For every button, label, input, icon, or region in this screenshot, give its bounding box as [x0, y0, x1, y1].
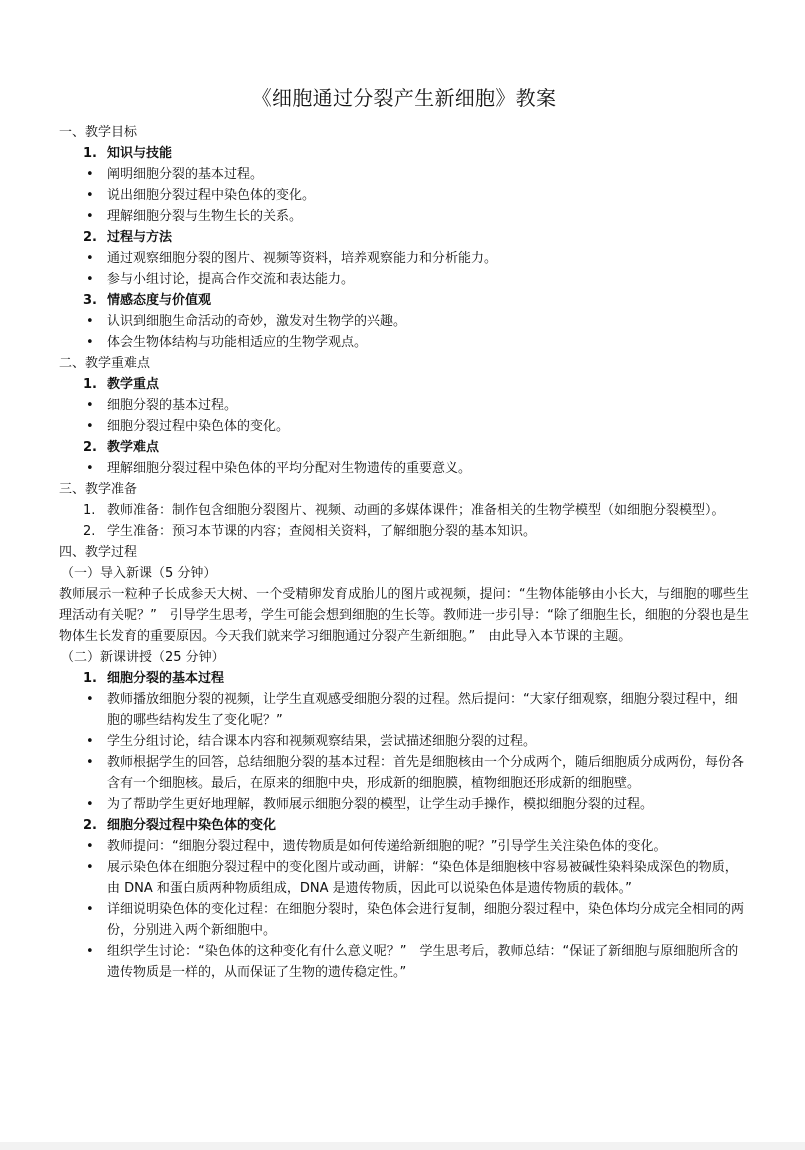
list-item-text: 说出细胞分裂过程中染色体的变化。	[107, 188, 316, 203]
section-heading: 一、教学目标	[59, 125, 138, 140]
list-item	[59, 164, 749, 185]
bullet-icon: •	[86, 734, 94, 749]
list-item-text: 理解细胞分裂过程中染色体的平均分配对生物遗传的重要意义。	[107, 461, 472, 476]
bullet-icon: •	[86, 398, 94, 413]
bullet-icon: •	[86, 797, 94, 812]
list-item-text: 学生分组讨论，结合课本内容和视频观察结果，尝试描述细胞分裂的过程。	[107, 734, 537, 749]
numbered-heading-label: 细胞分裂的基本过程	[107, 671, 225, 686]
list-item-text: 组织学生讨论：“染色体的这种变化有什么意义呢？” 学生思考后，教师总结：“保证了新细胞与原细胞所含的遗传物质是一样的，从而保证了生物的遗传稳定性。”	[107, 944, 739, 980]
bullet-icon: •	[86, 944, 94, 959]
bullet-icon: •	[86, 902, 94, 917]
list-item	[59, 836, 749, 857]
bullet-icon: •	[86, 188, 94, 203]
section-heading: 二、教学重难点	[59, 356, 151, 371]
bullet-icon: •	[86, 755, 94, 770]
list-number: 1.	[83, 377, 97, 392]
list-number: 1.	[83, 146, 97, 161]
numbered-heading	[59, 143, 749, 164]
list-item	[59, 521, 749, 542]
list-item-text: 理解细胞分裂与生物生长的关系。	[107, 209, 303, 224]
bullet-icon: •	[86, 314, 94, 329]
numbered-heading	[59, 374, 749, 395]
list-item	[59, 206, 749, 227]
list-item	[59, 458, 749, 479]
list-item	[59, 185, 749, 206]
list-item	[59, 752, 749, 794]
list-item	[59, 311, 749, 332]
list-item-text: 认识到细胞生命活动的奇妙，激发对生物学的兴趣。	[107, 314, 407, 329]
numbered-heading	[59, 668, 749, 689]
bullet-icon: •	[86, 209, 94, 224]
list-item	[59, 689, 749, 731]
bullet-icon: •	[86, 251, 94, 266]
list-item-text: 通过观察细胞分裂的图片、视频等资料，培养观察能力和分析能力。	[107, 251, 498, 266]
section-heading: 三、教学准备	[59, 482, 138, 497]
list-item-text: 细胞分裂的基本过程。	[107, 398, 238, 413]
numbered-heading	[59, 437, 749, 458]
bullet-icon: •	[86, 419, 94, 434]
list-item-text: 体会生物体结构与功能相适应的生物学观点。	[107, 335, 368, 350]
numbered-heading	[59, 227, 749, 248]
paragraph: 教师展示一粒种子长成参天大树、一个受精卵发育成胎儿的图片或视频，提问：“生物体能够由小长大，与细胞的哪些生理活动有关呢？” 引导学生思考，学生可能会想到细胞的生长等。教师进一步引导：“除了细胞生长，细胞的分裂也是生物体生长发育的重要原因。今天我们就来学习细胞通过分裂产生新细胞。” 由此导入本节课的主题。	[59, 587, 749, 644]
list-item	[59, 794, 749, 815]
list-item	[59, 941, 749, 983]
list-item	[59, 395, 749, 416]
subsection-heading: （一）导入新课（5 分钟）	[61, 566, 217, 581]
numbered-heading-label: 过程与方法	[107, 230, 173, 245]
list-item-text: 教师提问：“细胞分裂过程中，遗传物质是如何传递给新细胞的呢？”引导学生关注染色体的变化。	[107, 839, 667, 854]
list-number: 3.	[83, 293, 97, 308]
document-content	[59, 84, 749, 983]
list-number: 2.	[83, 440, 97, 455]
page-bottom-edge	[0, 1142, 805, 1150]
list-item-text: 教师播放细胞分裂的视频，让学生直观感受细胞分裂的过程。然后提问：“大家仔细观察，细胞分裂过程中，细胞的哪些结构发生了变化呢？”	[107, 692, 738, 728]
section-teaching-objectives	[59, 122, 749, 353]
list-item	[59, 416, 749, 437]
list-item-text: 教师准备：制作包含细胞分裂图片、视频、动画的多媒体课件；准备相关的生物学模型（如细胞分裂模型）。	[107, 503, 725, 518]
numbered-heading-label: 知识与技能	[107, 146, 173, 161]
list-item-text: 展示染色体在细胞分裂过程中的变化图片或动画，讲解：“染色体是细胞核中容易被碱性染料染成深色的物质，由 DNA 和蛋白质两种物质组成，DNA 是遗传物质，因此可以说染色体是遗传物质的载体。”	[107, 860, 738, 896]
section-heading: 四、教学过程	[59, 545, 138, 560]
subsection-heading: （二）新课讲授（25 分钟）	[61, 650, 225, 665]
list-item	[59, 248, 749, 269]
bullet-icon: •	[86, 839, 94, 854]
numbered-heading-label: 细胞分裂过程中染色体的变化	[107, 818, 277, 833]
numbered-heading-label: 教学重点	[107, 377, 160, 392]
bullet-icon: •	[86, 692, 94, 707]
list-item	[59, 332, 749, 353]
list-item-text: 教师根据学生的回答，总结细胞分裂的基本过程：首先是细胞核由一个分成两个，随后细胞质分成两份，每份各含有一个细胞核。最后，在原来的细胞中央，形成新的细胞膜，植物细胞还形成新的细胞壁。	[107, 755, 745, 791]
list-number: 2.	[83, 818, 97, 833]
list-item-text: 阐明细胞分裂的基本过程。	[107, 167, 264, 182]
list-item-text: 细胞分裂过程中染色体的变化。	[107, 419, 290, 434]
document-title: 《细胞通过分裂产生新细胞》教案	[251, 86, 557, 110]
list-number: 2.	[83, 524, 96, 539]
bullet-icon: •	[86, 167, 94, 182]
list-number: 1.	[83, 671, 97, 686]
list-item	[59, 500, 749, 521]
list-item	[59, 899, 749, 941]
bullet-icon: •	[86, 461, 94, 476]
bullet-icon: •	[86, 272, 94, 287]
section-teaching-preparation	[59, 479, 749, 542]
bullet-icon: •	[86, 860, 94, 875]
list-item-text: 参与小组讨论，提高合作交流和表达能力。	[107, 272, 355, 287]
section-key-difficult-points	[59, 353, 749, 479]
list-item-text: 详细说明染色体的变化过程：在细胞分裂时，染色体会进行复制，细胞分裂过程中，染色体均分成完全相同的两份，分别进入两个新细胞中。	[107, 902, 745, 938]
list-item	[59, 269, 749, 290]
numbered-heading	[59, 815, 749, 836]
numbered-heading-label: 教学难点	[107, 440, 160, 455]
list-number: 1.	[83, 503, 96, 518]
numbered-heading	[59, 290, 749, 311]
bullet-icon: •	[86, 335, 94, 350]
list-item-text: 学生准备：预习本节课的内容；查阅相关资料，了解细胞分裂的基本知识。	[107, 524, 537, 539]
numbered-heading-label: 情感态度与价值观	[107, 293, 212, 308]
list-item	[59, 857, 749, 899]
list-item	[59, 731, 749, 752]
list-number: 2.	[83, 230, 97, 245]
section-teaching-process	[59, 542, 749, 983]
list-item-text: 为了帮助学生更好地理解，教师展示细胞分裂的模型，让学生动手操作，模拟细胞分裂的过程。	[107, 797, 654, 812]
